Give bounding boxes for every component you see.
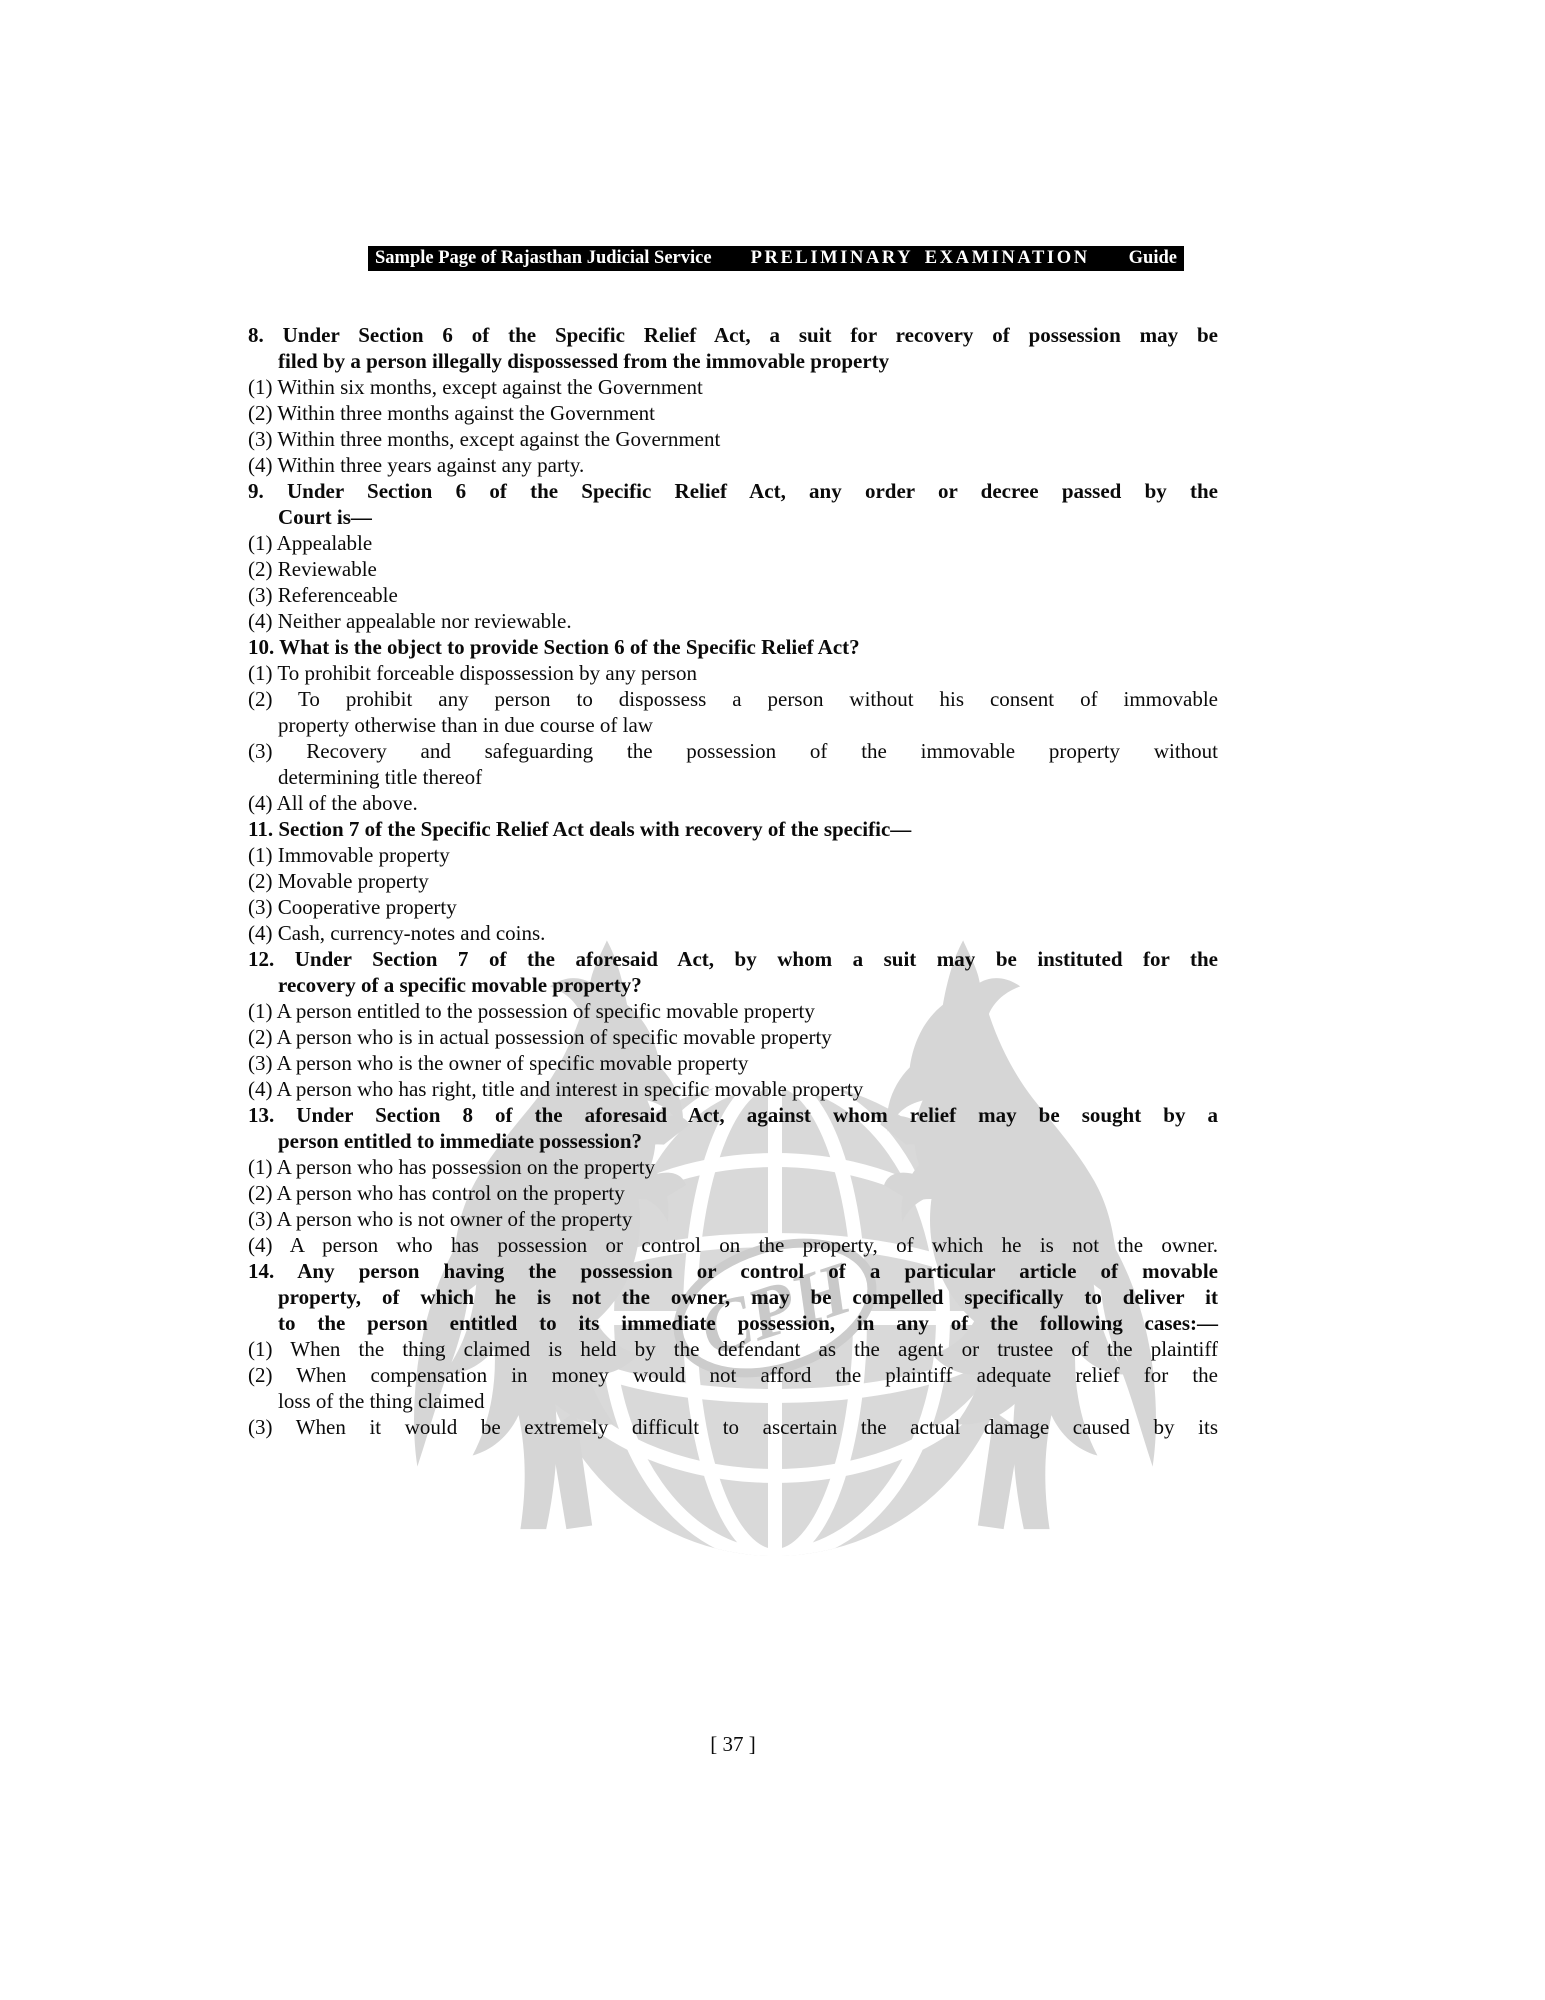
svg-text:CPH: CPH	[690, 1247, 861, 1373]
text-line: (2) Within three months against the Government	[248, 401, 656, 425]
text-line: (2) A person who has control on the property	[248, 1181, 625, 1205]
text-line: (3) Referenceable	[248, 583, 398, 607]
text-line: (4) Cash, currency-notes and coins.	[248, 921, 546, 945]
text-line: (4) Within three years against any party.	[248, 453, 585, 477]
text-line: (1) Appealable	[248, 531, 373, 555]
text-line: (2) Reviewable	[248, 557, 377, 581]
text-line: (4) Neither appealable nor reviewable.	[248, 609, 572, 633]
text-line: (3) When it would be extremely difficult to ascertain the actual damage caused by its	[248, 1415, 1218, 1439]
text-line: 8. Under Section 6 of the Specific Relief Act, a suit for recovery of possession may be	[248, 323, 1218, 347]
header-title-exam: PRELIMINARY EXAMINATION	[750, 248, 1090, 268]
header-title-suffix: Guide	[1128, 248, 1177, 268]
text-line: (2) Movable property	[248, 869, 429, 893]
text-line: 10. What is the object to provide Section 6 of the Specific Relief Act?	[248, 635, 860, 659]
text-line: property otherwise than in due course of law	[278, 713, 653, 737]
text-line: 12. Under Section 7 of the aforesaid Act, by whom a suit may be instituted for the	[248, 947, 1218, 971]
text-line: loss of the thing claimed	[278, 1389, 485, 1413]
text-line: 9. Under Section 6 of the Specific Relief Act, any order or decree passed by the	[248, 479, 1218, 503]
text-line: 13. Under Section 8 of the aforesaid Act, against whom relief may be sought by a	[248, 1103, 1218, 1127]
header-title-prefix: Sample Page of Rajasthan Judicial Service	[375, 248, 712, 268]
text-line: (1) To prohibit forceable dispossession by any person	[248, 661, 697, 685]
text-line: (4) All of the above.	[248, 791, 418, 815]
text-line: recovery of a specific movable property?	[278, 973, 642, 997]
text-line: filed by a person illegally dispossessed from the immovable property	[278, 349, 890, 373]
text-line: (1) Within six months, except against the Government	[248, 375, 703, 399]
text-line: determining title thereof	[278, 765, 483, 789]
text-line: (3) A person who is the owner of specific movable property	[248, 1051, 749, 1075]
text-line: (4) A person who has right, title and interest in specific movable property	[248, 1077, 864, 1101]
text-line: (3) Recovery and safeguarding the possession of the immovable property without	[248, 739, 1218, 763]
questions-block	[248, 322, 1218, 1440]
text-line: to the person entitled to its immediate possession, in any of the following cases:—	[278, 1311, 1218, 1335]
text-line: person entitled to immediate possession?	[278, 1129, 642, 1153]
text-line: (3) A person who is not owner of the property	[248, 1207, 633, 1231]
text-line: (3) Within three months, except against the Government	[248, 427, 721, 451]
text-line: (1) Immovable property	[248, 843, 450, 867]
text-line: (2) To prohibit any person to dispossess a person without his consent of immovable	[248, 687, 1218, 711]
page-number: [ 37 ]	[710, 1732, 756, 1756]
text-line: (2) A person who is in actual possession of specific movable property	[248, 1025, 832, 1049]
text-line: (1) When the thing claimed is held by the defendant as the agent or trustee of the plaintiff	[248, 1337, 1218, 1361]
header-bar	[368, 246, 1184, 271]
text-line: (2) When compensation in money would not afford the plaintiff adequate relief for the	[248, 1363, 1218, 1387]
text-line: (1) A person who has possession on the property	[248, 1155, 656, 1179]
text-line: (3) Cooperative property	[248, 895, 457, 919]
text-line: property, of which he is not the owner, may be compelled specifically to deliver it	[278, 1285, 1218, 1309]
text-line: Court is—	[278, 505, 372, 529]
text-line: (1) A person entitled to the possession of specific movable property	[248, 999, 815, 1023]
text-line: 14. Any person having the possession or control of a particular article of movable	[248, 1259, 1218, 1283]
text-line: 11. Section 7 of the Specific Relief Act deals with recovery of the specific—	[248, 817, 912, 841]
text-line: (4) A person who has possession or control on the property, of which he is not the owner.	[248, 1233, 1218, 1257]
